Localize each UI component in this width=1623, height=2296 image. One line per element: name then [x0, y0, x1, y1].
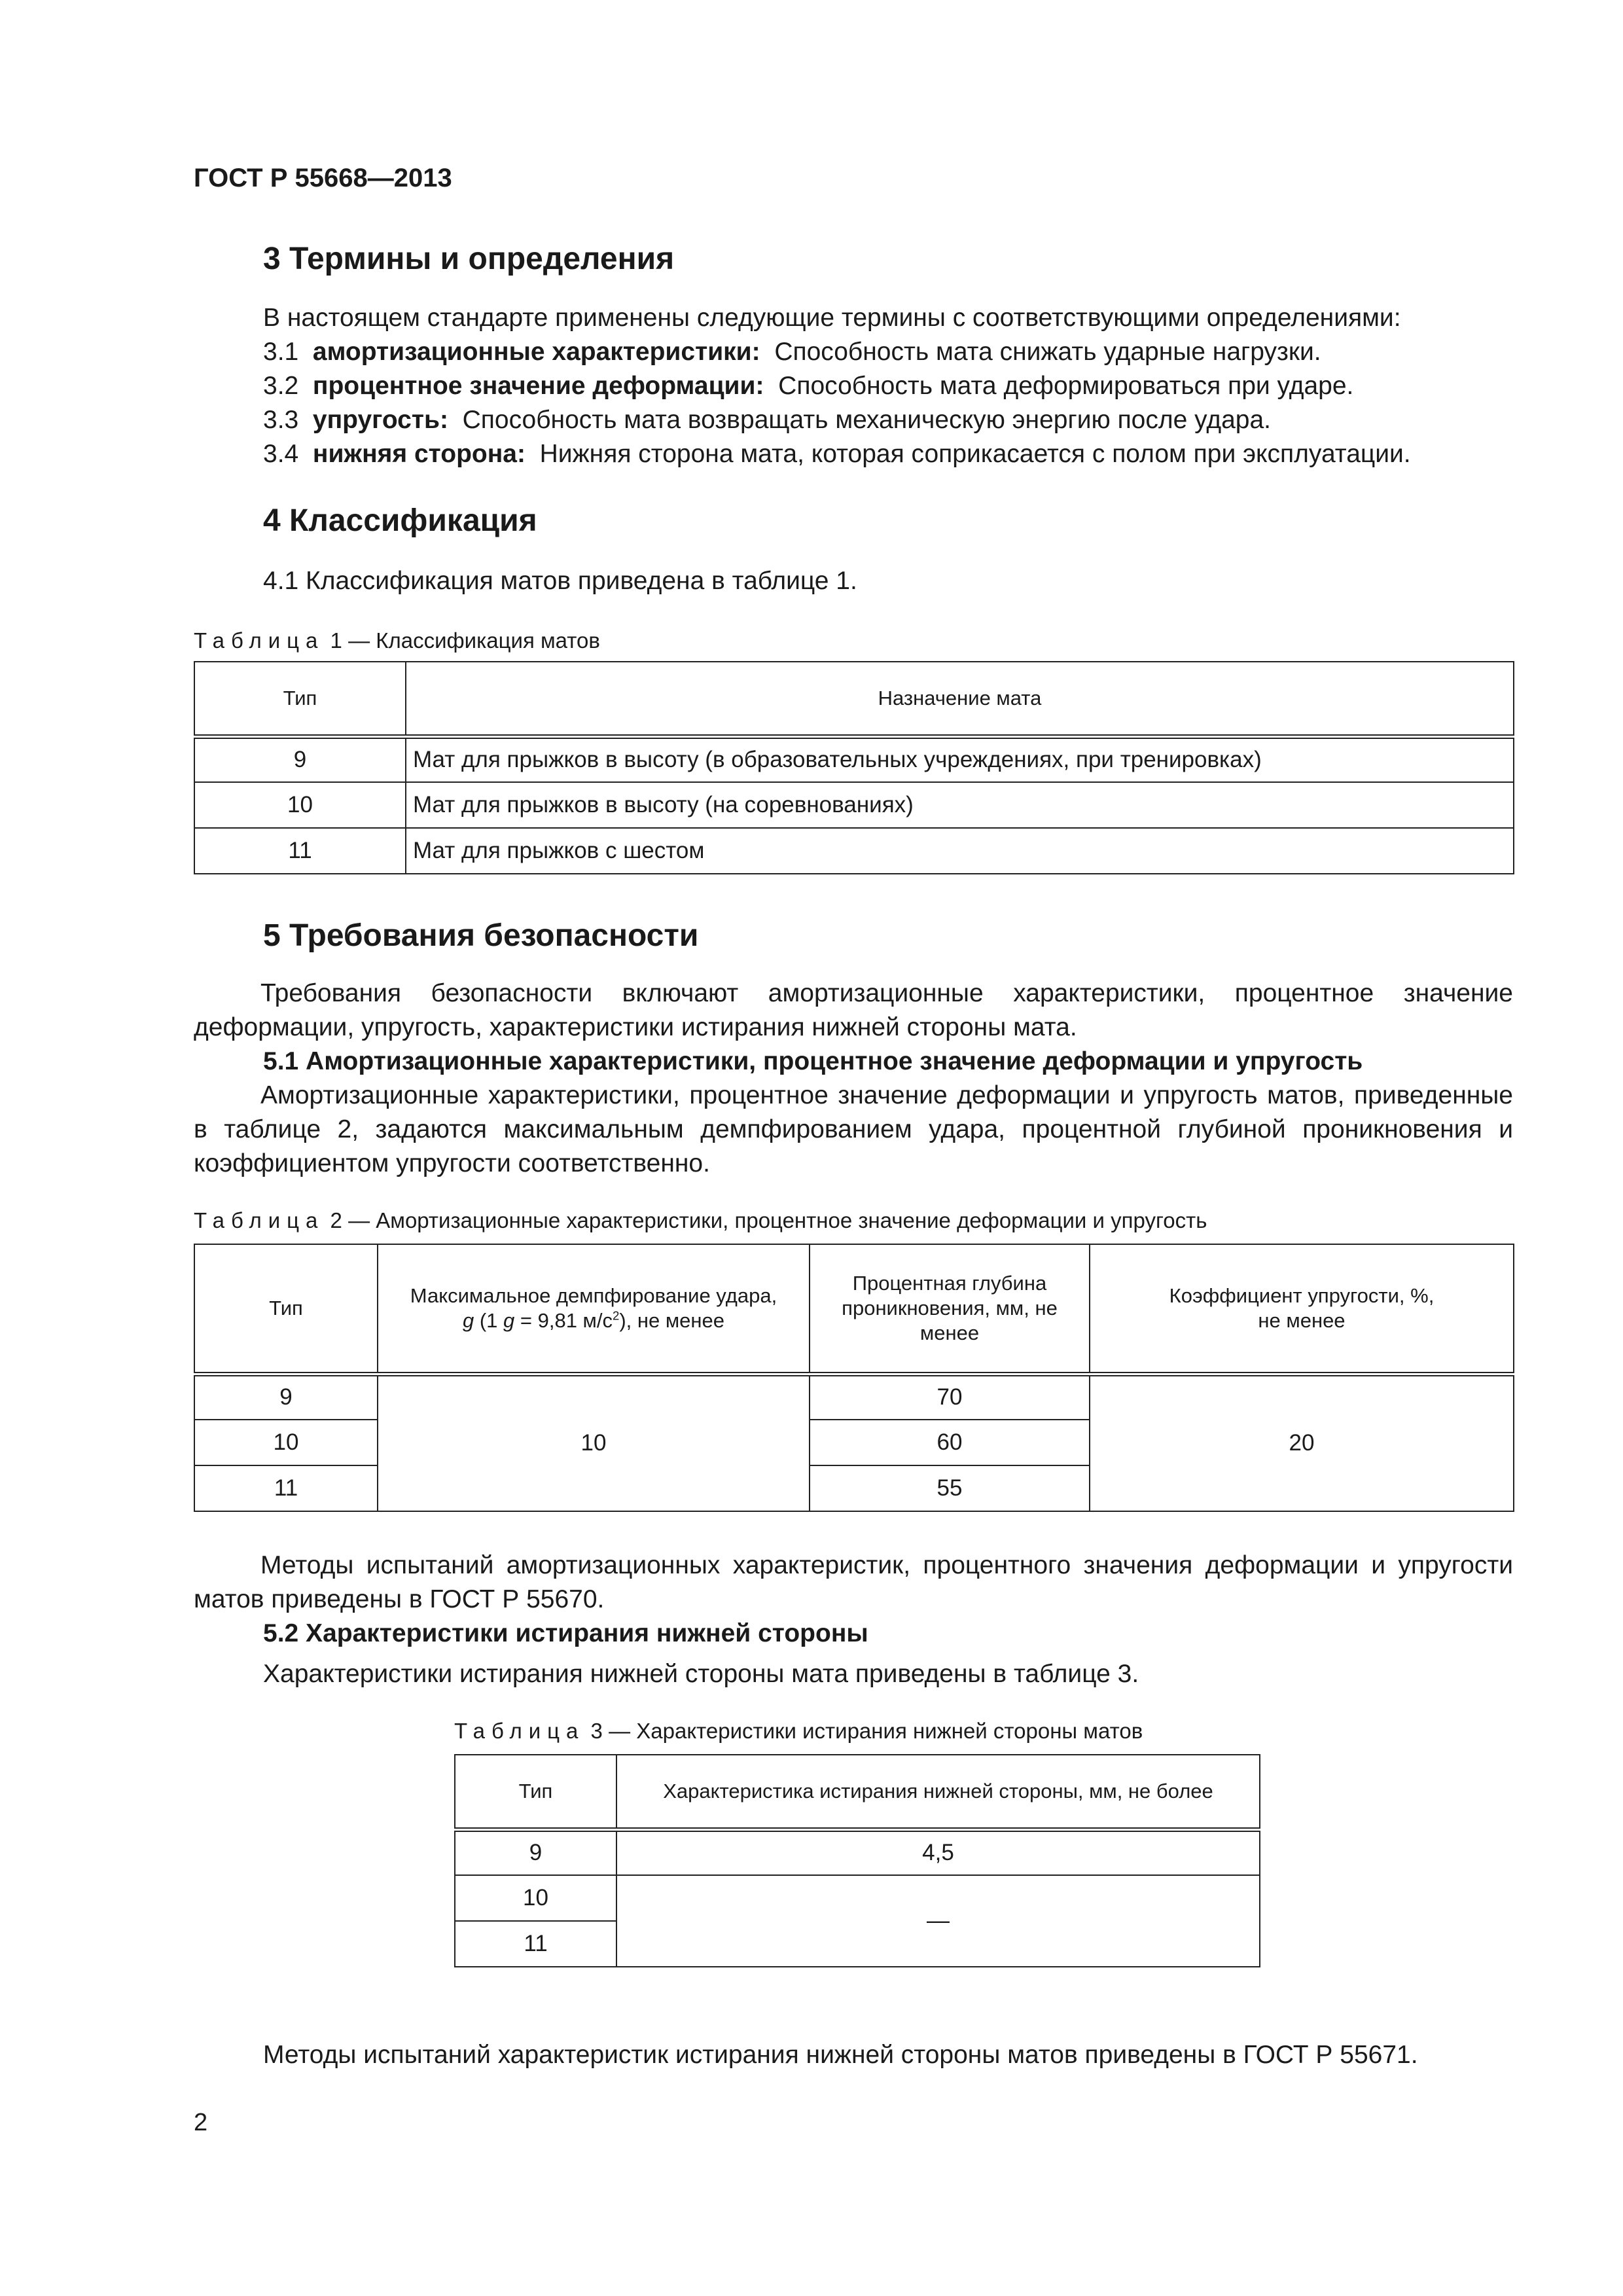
section-3-title: 3 Термины и определения — [263, 242, 675, 276]
table-cell: 11 — [455, 1921, 616, 1967]
header-text: (1 — [474, 1308, 504, 1332]
table-cell: 70 — [810, 1374, 1090, 1420]
table-cell: 9 — [194, 1374, 378, 1420]
header-text: = 9,81 м/с — [514, 1308, 613, 1332]
table-cell: 10 — [194, 782, 406, 828]
table-1 — [194, 661, 1514, 874]
table-cell-dash: — — [616, 1875, 1260, 1967]
term-name: процентное значение деформации: — [312, 372, 764, 400]
table-1-caption — [194, 628, 600, 653]
caption-prefix: Таблица — [454, 1719, 585, 1743]
table-3-header-abrasion: Характеристика истирания нижней стороны, мм, не более — [616, 1755, 1260, 1829]
term-name: упругость: — [312, 406, 448, 434]
term-definition: Способность мата снижать ударные нагрузки. — [774, 338, 1321, 366]
table-cell: 9 — [194, 736, 406, 782]
table-row — [455, 1875, 1260, 1921]
term-name: амортизационные характеристики: — [312, 338, 760, 366]
table-2-header-elasticity: Коэффициент упругости, %, не менее — [1090, 1244, 1514, 1374]
term-definition: Способность мата деформироваться при ударе. — [778, 372, 1354, 400]
header-text: g — [462, 1308, 474, 1332]
term-definition: Нижняя сторона мата, которая соприкасается с полом при эксплуатации. — [539, 440, 1411, 468]
term-number: 3.3 — [263, 406, 299, 434]
term-number: 3.1 — [263, 338, 299, 366]
header-text: ), не менее — [619, 1308, 725, 1332]
term-name: нижняя сторона: — [312, 440, 526, 468]
table-2-header-depth: Процентная глубина проникновения, мм, не менее — [810, 1244, 1090, 1374]
page-number: 2 — [194, 2109, 208, 2136]
paragraph-text: Методы испытаний амортизационных характеристик, процентного значения деформации и упругости матов приведены в ГОСТ Р 55670. — [194, 1551, 1513, 1613]
term-number: 3.4 — [263, 440, 299, 468]
table-cell: 4,5 — [616, 1829, 1260, 1875]
table-2-caption — [194, 1208, 1207, 1233]
section-5-intro — [194, 977, 1513, 1045]
section-3-intro: В настоящем стандарте применены следующие термины с соответствующими определениями: — [263, 304, 1401, 332]
table-cell: Мат для прыжков в высоту (в образовательных учреждениях, при тренировках) — [406, 736, 1514, 782]
table-3 — [454, 1754, 1260, 1967]
table-2-header-type: Тип — [194, 1244, 378, 1374]
table-cell: 11 — [194, 828, 406, 874]
term-3-3 — [263, 403, 1271, 437]
table-2-header-damping — [378, 1244, 810, 1374]
subsection-5-2-methods: Методы испытаний характеристик истирания нижней стороны матов приведены в ГОСТ Р 55671. — [263, 2041, 1418, 2069]
table-1-header-purpose: Назначение мата — [406, 662, 1514, 736]
caption-text: 3 — Характеристики истирания нижней стороны матов — [584, 1719, 1143, 1743]
caption-text: 1 — Классификация матов — [324, 628, 600, 653]
term-3-1 — [263, 335, 1321, 369]
table-cell: 60 — [810, 1420, 1090, 1465]
table-cell-elasticity: 20 — [1090, 1374, 1514, 1511]
header-text: Максимальное демпфирование удара, — [410, 1283, 777, 1307]
table-row — [194, 736, 1514, 782]
term-3-4 — [263, 437, 1411, 471]
table-cell: 55 — [810, 1465, 1090, 1511]
table-row — [455, 1829, 1260, 1875]
table-row — [194, 782, 1514, 828]
subsection-5-1-title: 5.1 Амортизационные характеристики, процентное значение деформации и упругость — [263, 1047, 1363, 1075]
table-1-header-type: Тип — [194, 662, 406, 736]
subsection-5-2-text: Характеристики истирания нижней стороны мата приведены в таблице 3. — [263, 1660, 1139, 1688]
term-definition: Способность мата возвращать механическую энергию после удара. — [462, 406, 1272, 434]
subsection-5-1-methods — [194, 1549, 1513, 1617]
subsection-5-1-text — [194, 1079, 1513, 1181]
table-cell: Мат для прыжков с шестом — [406, 828, 1514, 874]
table-row — [194, 1374, 1514, 1420]
table-cell-damping: 10 — [378, 1374, 810, 1511]
caption-prefix: Таблица — [194, 1208, 325, 1232]
term-3-2 — [263, 369, 1353, 403]
table-row — [194, 828, 1514, 874]
table-cell: 10 — [194, 1420, 378, 1465]
document-code: ГОСТ Р 55668—2013 — [194, 164, 452, 192]
table-cell: Мат для прыжков в высоту (на соревнованиях) — [406, 782, 1514, 828]
section-5-title: 5 Требования безопасности — [263, 918, 699, 953]
table-2 — [194, 1244, 1514, 1512]
paragraph-text: Требования безопасности включают амортизационные характеристики, процентное значение деформации, упругость, характеристики истирания нижней стороны мата. — [194, 979, 1513, 1041]
caption-prefix: Таблица — [194, 628, 325, 653]
table-3-caption — [454, 1719, 1143, 1744]
subsection-5-2-title: 5.2 Характеристики истирания нижней стороны — [263, 1619, 868, 1647]
table-cell: 10 — [455, 1875, 616, 1921]
table-3-header-type: Тип — [455, 1755, 616, 1829]
table-cell: 11 — [194, 1465, 378, 1511]
term-number: 3.2 — [263, 372, 299, 400]
section-4-text: 4.1 Классификация матов приведена в таблице 1. — [263, 567, 857, 595]
section-4-title: 4 Классификация — [263, 503, 537, 538]
header-text: 2 — [612, 1308, 620, 1323]
table-cell: 9 — [455, 1829, 616, 1875]
header-text: g — [503, 1308, 515, 1332]
caption-text: 2 — Амортизационные характеристики, процентное значение деформации и упругость — [324, 1208, 1207, 1232]
paragraph-text: Амортизационные характеристики, процентное значение деформации и упругость матов, приведенные в таблице 2, задаются максимальным демпфированием удара, процентной глубиной проникновения и коэффициентом упругости соответственно. — [194, 1081, 1513, 1177]
